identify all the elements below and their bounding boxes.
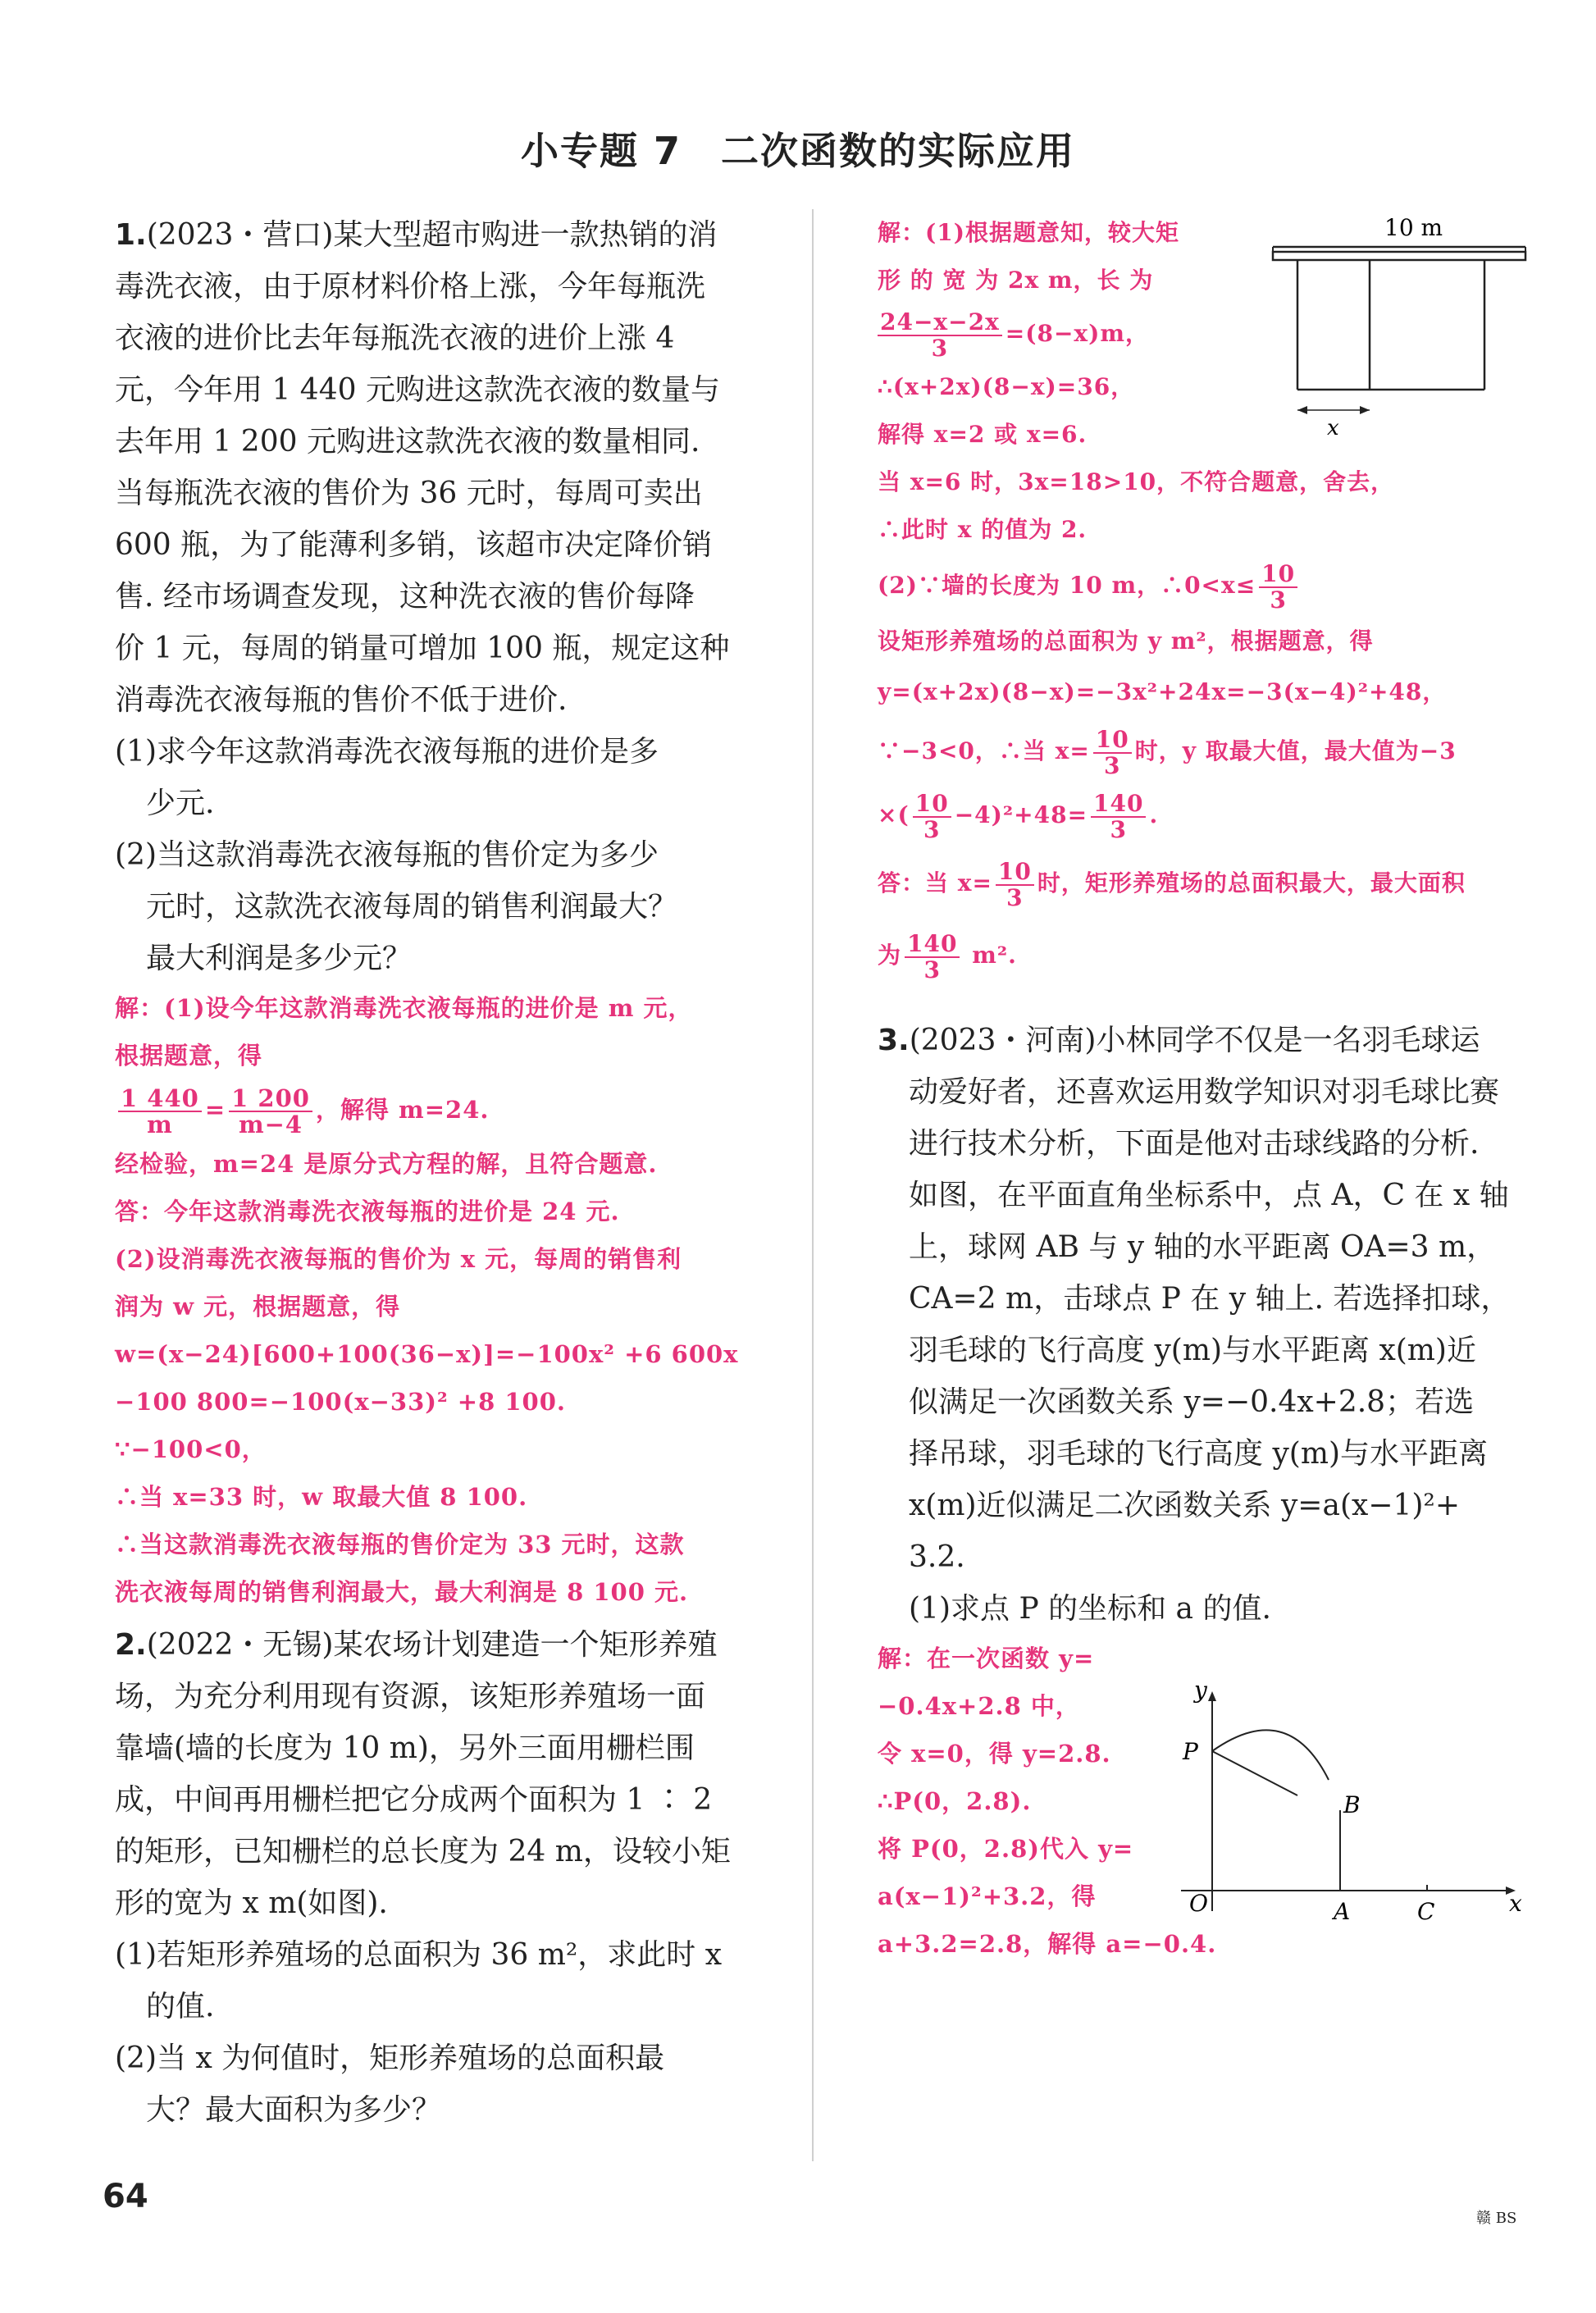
- column-divider: [812, 209, 814, 2161]
- q2-sub-2: (2)当 x 为何值时，矩形养殖场的总面积最 大？最大面积为多少？: [115, 2042, 665, 2127]
- question-1: [115, 209, 779, 726]
- q1-sub-2: (2)当这款消毒洗衣液每瓶的售价定为多少 元时，这款洗衣液每周的销售利润最大？ 最大利润是多少元？: [115, 838, 678, 975]
- point-p-label: P: [1183, 1738, 1198, 1765]
- question-number: 3.: [878, 1024, 910, 1057]
- q3-answer: 解：在一次函数 y= −0.4x+2.8 中， 令 x=0，得 y=2.8. ∴P(0，2.8). 将 P(0，2.8)代入 y= a(x−1)²+3.2，得 a+3.2=2.8，解得 a=−0.4.: [878, 1645, 1217, 1958]
- q1-answer: 解：(1)设今年这款消毒洗衣液每瓶的进价是 m 元， 根据题意，得 $\frac{1 440}{m}$ = $\frac{1 200}{m-4}$ ，解得 m=24. 经检验，m=24 是原分式方程的解，且符合题意. 答：今年这款消毒洗衣液每瓶的进价是 24 元. (2)设消毒洗衣液每瓶的售价为 x 元，每周的销售利 润为 w 元，根据题意，得 w=(x−24)[600+100(36−x)]=−100x² +6 600x −100 800=−100(x−33)² +8 100. ∵−100<0， ∴当 x=33 时，w 取最大值 8 100. ∴当这款消毒洗衣液每瓶的售价定为 33 元时，这款 洗衣液每周的销售利润最大，最大利润是 8 100 元.: [115, 994, 739, 1606]
- origin-label: O: [1189, 1890, 1208, 1917]
- edition-label: 赣 BS: [1476, 2210, 1517, 2227]
- q1-line: 元，今年用 1 440 元购进这款洗衣液的数量与: [115, 373, 720, 407]
- x-axis-label: x: [1509, 1890, 1522, 1917]
- y-axis-label: y: [1194, 1681, 1207, 1704]
- q1-sub-1: (1)求今年这款消毒洗衣液每瓶的进价是多 少元.: [115, 735, 659, 820]
- point-a-label: A: [1334, 1898, 1351, 1925]
- width-label: x: [1327, 416, 1339, 439]
- q1-line: (2023・营口)某大型超市购进一款热销的消: [146, 218, 718, 252]
- q1-line: 600 瓶，为了能薄利多销，该超市决定降价销: [115, 528, 713, 562]
- q2-answer: 解：(1)根据题意知，较大矩 形 的 宽 为 2x m，长 为 $\frac{24-x-2x}{3}$ =(8−x)m， ∴(x+2x)(8−x)=36， 解得 x=2 或 x=6. 当 x=6 时，3x=18>10，不符合题意，舍去， ∴此时 x 的值为 2. (2)∵墙的长度为 10 m，∴0<x≤ $\frac{10}{3}$ 设矩形养殖场的总面积为 y m²，根据题意，得 y=(x+2x)(8−x)=−3x²+24x=−3(x−4)²+48， ∵−3<0，∴当 x= $\frac{10}{3}$ 时，y 取最大值，最大值为−3 ×( $\frac{10}{3}$ −4)²+48= $\frac{140}{3}$ . 答：当 x= $\frac{10}{3}$ 时，矩形养殖场的总面积最大，最大面积 为 $\frac{140}{3}$ m².: [878, 219, 1466, 983]
- q1-line: 消毒洗衣液每瓶的售价不低于进价.: [115, 683, 568, 717]
- q1-line: 衣液的进价比去年每瓶洗衣液的进价上涨 4: [115, 322, 675, 355]
- page-title: 小专题 7 二次函数的实际应用: [520, 129, 1076, 173]
- q1-line: 去年用 1 200 元购进这款洗衣液的数量相同.: [115, 425, 700, 458]
- q1-line: 当每瓶洗衣液的售价为 36 元时，每周可卖出: [115, 477, 703, 510]
- q3-sub-1: (1)求点 P 的坐标和 a 的值.: [909, 1592, 1271, 1626]
- q2-sub-1: (1)若矩形养殖场的总面积为 36 m²，求此时 x 的值.: [115, 1938, 723, 2023]
- page-number: 64: [103, 2178, 148, 2215]
- wall-length-label: 10 m: [1384, 214, 1443, 241]
- q2-figure: [1263, 209, 1542, 439]
- question-number: 2.: [115, 1628, 147, 1662]
- q1-line: 价 1 元，每周的销量可增加 100 瓶，规定这种: [115, 632, 730, 665]
- q1-line: 毒洗衣液，由于原材料价格上涨，今年每瓶洗: [115, 270, 706, 303]
- question-2: 2.(2022・无锡)某农场计划建造一个矩形养殖 场，为充分利用现有资源，该矩形养殖场一面 靠墙(墙的长度为 10 m)，另外三面用栅栏围 成，中间再用栅栏把它分成两个面积为 1 ∶ 2 的矩形，已知栅栏的总长度为 24 m，设较小矩 形的宽为 x m(如图).: [115, 1628, 731, 1920]
- point-b-label: B: [1343, 1791, 1361, 1818]
- point-c-label: C: [1417, 1898, 1435, 1925]
- q1-line: 售. 经市场调查发现，这种洗衣液的售价每降: [115, 580, 695, 614]
- left-column: [115, 209, 779, 2136]
- q3-figure: [1165, 1681, 1525, 1928]
- question-number: 1.: [115, 218, 147, 252]
- question-3: 3.(2023・河南)小林同学不仅是一名羽毛球运 动爱好者，还喜欢运用数学知识对羽毛球比赛 进行技术分析，下面是他对击球线路的分析. 如图，在平面直角坐标系中，点 A，C 在 x 轴 上，球网 AB 与 y 轴的水平距离 OA=3 m， CA=2 m，击球点 P 在 y 轴上. 若选择扣球， 羽毛球的飞行高度 y(m)与水平距离 x(m)近 似满足一次函数关系 y=−0.4x+2.8；若选 择吊球，羽毛球的飞行高度 y(m)与水平距离 x(m)近似满足二次函数关系 y=a(x−1)²+ 3.2. (1)求点 P 的坐标和 a 的值.: [878, 1015, 1550, 1635]
